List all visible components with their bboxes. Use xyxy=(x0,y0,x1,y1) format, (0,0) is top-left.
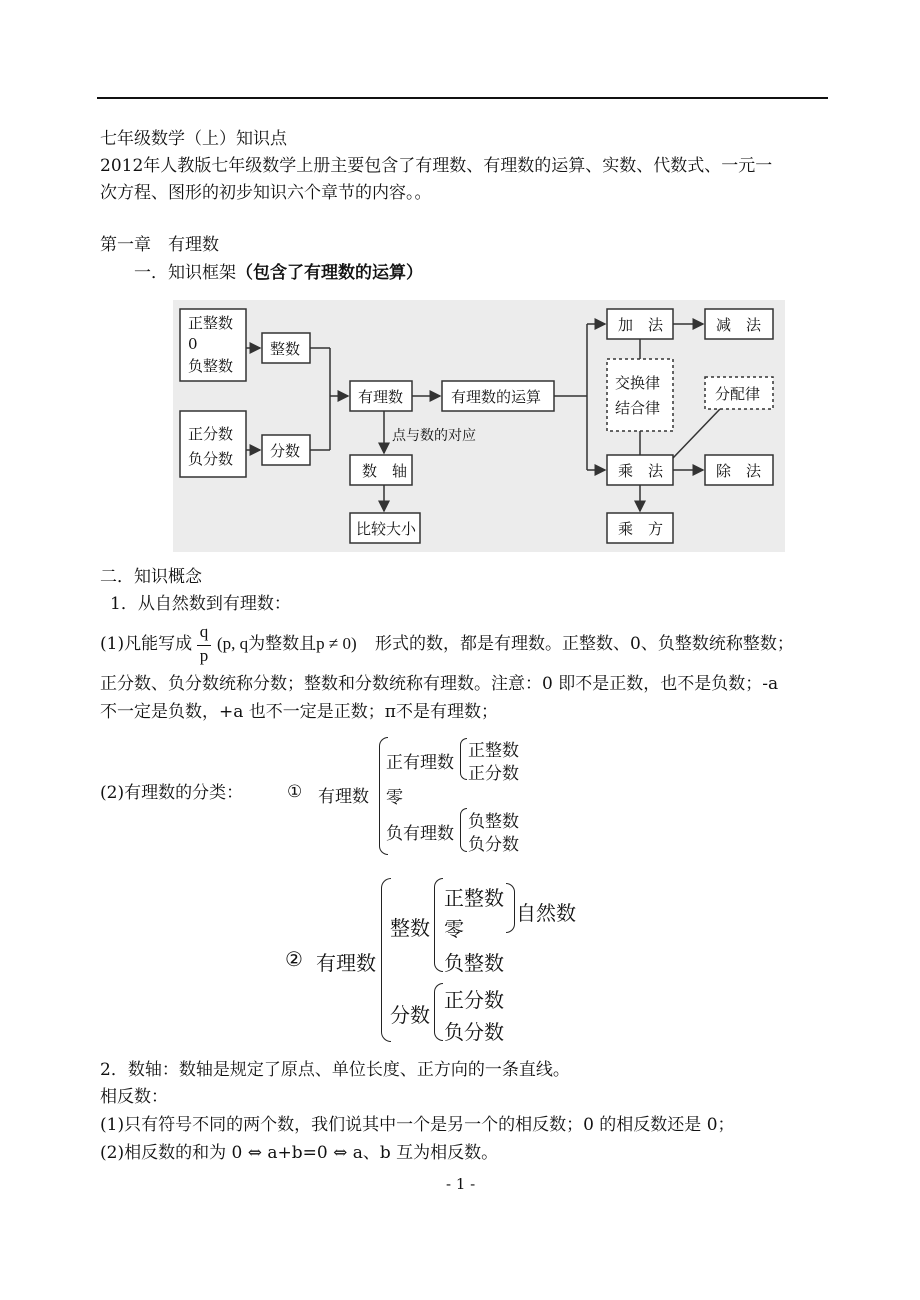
label-rational: 有理数 xyxy=(358,388,404,406)
class1-negative: 负有理数 xyxy=(386,824,454,844)
label-associative: 结合律 xyxy=(615,399,661,417)
box-src-pos-int: 正整数 xyxy=(188,314,234,332)
label-subtract: 减 法 xyxy=(716,316,762,334)
p2-label: (2)有理数的分类： xyxy=(100,783,244,803)
p1-suffix: 形式的数，都是有理数。正整数、0、负整数统称整数； xyxy=(375,634,794,654)
fraction-denominator: p xyxy=(199,646,209,665)
label-power: 乘 方 xyxy=(618,520,664,538)
box-laws xyxy=(607,359,673,431)
label-fraction: 分数 xyxy=(270,442,301,460)
label-number-axis: 数 轴 xyxy=(362,462,408,480)
class2-integer: 整数 xyxy=(390,916,430,940)
label-operations: 有理数的运算 xyxy=(451,388,542,406)
box-src-pos-frac: 正分数 xyxy=(188,425,234,443)
class1-neg-frac: 负分数 xyxy=(468,835,519,855)
class2-fraction: 分数 xyxy=(390,1003,430,1027)
item1-heading: 1．从自然数到有理数： xyxy=(110,594,291,614)
section2-heading: 二．知识概念 xyxy=(100,567,202,587)
class1-root: 有理数 xyxy=(318,787,369,807)
class2-fraction-brace xyxy=(434,983,443,1041)
class2-pos-frac: 正分数 xyxy=(444,988,504,1012)
class2-neg-int: 负整数 xyxy=(444,951,504,975)
fraction-numerator: q xyxy=(199,622,209,641)
section1-bold: （包含了有理数的运算） xyxy=(236,263,423,283)
label-compare: 比较大小 xyxy=(356,520,417,538)
p1-prefix: (1)凡能写成 xyxy=(100,634,193,654)
label-point-number: 点与数的对应 xyxy=(392,428,476,444)
label-multiply: 乘 法 xyxy=(618,462,664,480)
class2-neg-frac: 负分数 xyxy=(444,1020,504,1044)
label-divide: 除 法 xyxy=(716,462,762,480)
opposite-line-2: (2)相反数的和为 0 ⇔ a+b=0 ⇔ a、b 互为相反数。 xyxy=(100,1143,499,1163)
label-add: 加 法 xyxy=(618,316,664,334)
p1-line-3: 不一定是负数，+a 也不一定是正数；π不是有理数； xyxy=(100,702,498,722)
class1-mark: ① xyxy=(287,782,303,802)
class1-neg-int: 负整数 xyxy=(468,812,519,832)
box-src-neg-frac: 负分数 xyxy=(188,450,234,468)
class1-negative-brace xyxy=(460,808,467,852)
opposite-title: 相反数： xyxy=(100,1087,168,1107)
class1-zero: 零 xyxy=(386,788,403,808)
class1-pos-frac: 正分数 xyxy=(468,764,519,784)
class2-pos-int: 正整数 xyxy=(444,886,504,910)
opposite-line-1: (1)只有符号不同的两个数，我们说其中一个是另一个的相反数；0 的相反数还是 0； xyxy=(100,1115,735,1135)
class2-zero: 零 xyxy=(444,917,464,941)
box-src-neg-int: 负整数 xyxy=(188,357,234,375)
doc-title: 七年级数学（上）知识点 xyxy=(100,129,287,149)
page-number: - 1 - xyxy=(446,1175,476,1193)
p1-condition: (p, q为整数且p ≠ 0) xyxy=(217,634,357,653)
class2-natural: 自然数 xyxy=(516,901,576,925)
class1-positive: 正有理数 xyxy=(386,753,454,773)
class2-mark: ② xyxy=(285,947,303,971)
intro-line-1: 2012年人教版七年级数学上册主要包含了有理数、有理数的运算、实数、代数式、一元一 xyxy=(100,156,773,176)
label-distributive: 分配律 xyxy=(715,385,761,403)
class1-positive-brace xyxy=(460,738,467,780)
chapter-heading: 第一章 有理数 xyxy=(100,235,219,255)
label-integer: 整数 xyxy=(270,340,301,358)
section1-prefix: 一．知识框架 xyxy=(134,263,236,283)
item2-number-axis: 2．数轴：数轴是规定了原点、单位长度、正方向的一条直线。 xyxy=(100,1060,570,1080)
box-src-zero: 0 xyxy=(188,335,198,353)
knowledge-framework-diagram xyxy=(0,0,920,560)
class1-pos-int: 正整数 xyxy=(468,741,519,761)
class2-root: 有理数 xyxy=(316,951,376,975)
class2-integer-brace xyxy=(434,878,443,972)
class2-natural-brace xyxy=(506,883,515,933)
p1-line-2: 正分数、负分数统称分数；整数和分数统称有理数。注意：0 即不是正数，也不是负数；-a xyxy=(100,674,779,694)
intro-line-2: 次方程、图形的初步知识六个章节的内容。。 xyxy=(100,183,432,203)
label-commutative: 交换律 xyxy=(615,374,661,392)
